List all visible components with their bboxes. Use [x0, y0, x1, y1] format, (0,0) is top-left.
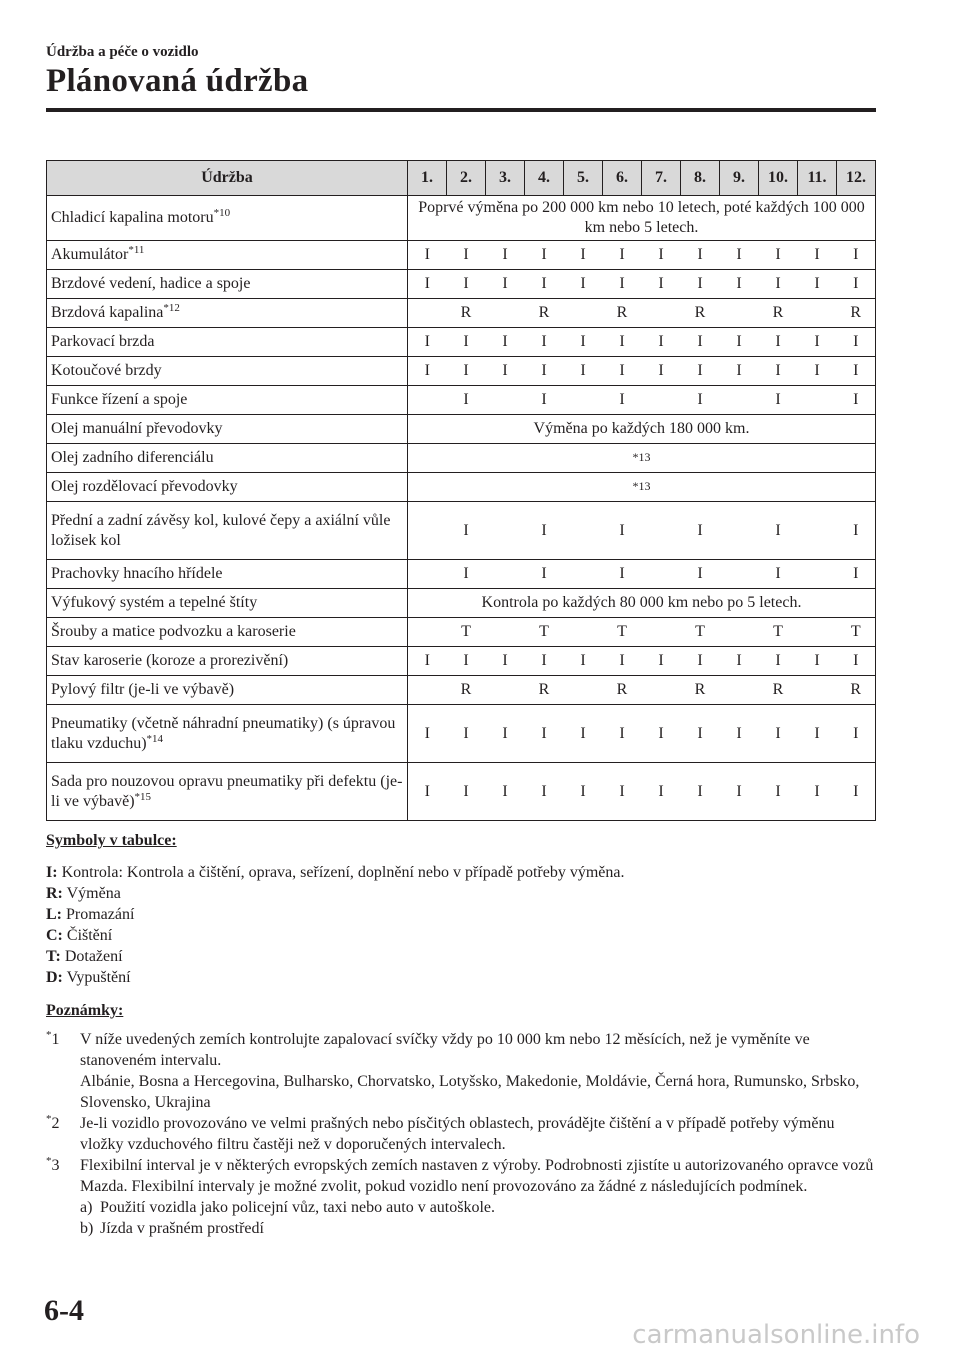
note-number: 2 [51, 1115, 60, 1132]
schedule-cell: I [486, 328, 525, 357]
symbol-item [46, 946, 881, 967]
schedule-cell: I [603, 647, 642, 676]
row-label-text: Výfukový systém a tepelné štíty [51, 594, 258, 611]
table-row [47, 299, 876, 328]
note-asterisk: * [46, 1113, 52, 1125]
row-label-text: Prachovky hnacího hřídele [51, 565, 223, 582]
schedule-cell [408, 299, 447, 328]
row-label-text: Chladicí kapalina motoru [51, 209, 214, 226]
schedule-cell: I [759, 705, 798, 763]
schedule-cell: I [837, 357, 876, 386]
schedule-cell [642, 618, 681, 647]
maintenance-table [46, 160, 876, 821]
schedule-cell: I [759, 763, 798, 821]
schedule-cell [486, 676, 525, 705]
row-label [47, 618, 408, 647]
schedule-cell: I [720, 357, 759, 386]
schedule-cell: I [681, 328, 720, 357]
header-interval: 10. [759, 161, 798, 196]
row-label-text: Brzdové vedení, hadice a spoje [51, 275, 251, 292]
schedule-cell: I [642, 705, 681, 763]
row-label [47, 328, 408, 357]
schedule-cell: I [525, 705, 564, 763]
title-divider [46, 108, 876, 112]
watermark: carmanualsonline.info [632, 1320, 920, 1350]
row-label-text: Kotoučové brzdy [51, 362, 162, 379]
schedule-cell: I [486, 270, 525, 299]
header-interval: 3. [486, 161, 525, 196]
table-row [47, 241, 876, 270]
header-interval: 2. [447, 161, 486, 196]
symbol-key: C: [46, 927, 63, 944]
header-interval: 7. [642, 161, 681, 196]
schedule-cell: R [603, 676, 642, 705]
schedule-cell: I [837, 705, 876, 763]
schedule-cell: I [759, 386, 798, 415]
schedule-cell: I [564, 647, 603, 676]
symbol-key: T: [46, 948, 61, 965]
schedule-cell: I [681, 270, 720, 299]
schedule-cell: I [681, 647, 720, 676]
schedule-cell: R [759, 299, 798, 328]
table-row [47, 270, 876, 299]
table-row [47, 647, 876, 676]
schedule-cell: I [564, 328, 603, 357]
schedule-cell [564, 618, 603, 647]
note-marker [46, 1155, 60, 1176]
header-interval: 9. [720, 161, 759, 196]
schedule-cell: I [564, 705, 603, 763]
schedule-cell: I [525, 502, 564, 560]
note-item [46, 1113, 881, 1155]
schedule-cell: I [525, 357, 564, 386]
schedule-cell: T [837, 618, 876, 647]
row-label [47, 386, 408, 415]
schedule-cell [798, 618, 837, 647]
row-label-text: Olej rozdělovací převodovky [51, 478, 238, 495]
table-row [47, 589, 876, 618]
note-item [46, 1155, 881, 1239]
schedule-cell [720, 299, 759, 328]
symbol-text: Promazání [62, 906, 135, 923]
schedule-cell: I [603, 502, 642, 560]
schedule-cell: I [564, 763, 603, 821]
row-label [47, 589, 408, 618]
schedule-cell: I [837, 270, 876, 299]
symbol-key: D: [46, 969, 63, 986]
schedule-cell: I [525, 270, 564, 299]
symbol-text: Čištění [62, 927, 113, 944]
schedule-cell [408, 386, 447, 415]
row-label-text: Funkce řízení a spoje [51, 391, 188, 408]
schedule-cell: I [681, 763, 720, 821]
row-label-text: Stav karoserie (koroze a prorezivění) [51, 652, 289, 669]
schedule-cell: I [603, 763, 642, 821]
note-subitem [80, 1218, 881, 1239]
schedule-cell: I [525, 560, 564, 589]
schedule-cell: I [603, 328, 642, 357]
row-label [47, 763, 408, 821]
notes-list [46, 1029, 881, 1239]
symbol-text: Kontrola: Kontrola a čištění, oprava, seřízení, doplnění nebo v případě potřeby výměna. [57, 864, 625, 881]
note-text: Flexibilní interval je v některých evropských zemích nastaven z výroby. Podrobnosti zjistíte u autorizovaného opravce vozů Mazda. Flexibilní intervaly je možné zvolit, pokud vozidlo není provozováno za žádné z následujících podmínek. [80, 1157, 874, 1195]
schedule-cell: I [603, 705, 642, 763]
note-text: Albánie, Bosna a Hercegovina, Bulharsko, Chorvatsko, Lotyšsko, Makedonie, Moldávie, Černá hora, Rumunsko, Srbsko, Slovensko, Ukrajina [80, 1073, 860, 1111]
schedule-cell [720, 618, 759, 647]
table-row [47, 560, 876, 589]
footnote-ref-cell: *13 [408, 473, 876, 502]
schedule-cell: I [486, 357, 525, 386]
schedule-cell [486, 502, 525, 560]
subitem-label: b) [80, 1220, 94, 1237]
schedule-cell: T [759, 618, 798, 647]
row-label-text: Šrouby a matice podvozku a karoserie [51, 623, 296, 640]
symbol-key: R: [46, 885, 63, 902]
schedule-cell: I [720, 647, 759, 676]
schedule-cell: I [525, 647, 564, 676]
schedule-cell: R [837, 299, 876, 328]
schedule-cell: I [447, 270, 486, 299]
schedule-cell: I [564, 357, 603, 386]
schedule-cell: I [798, 357, 837, 386]
symbol-item [46, 883, 881, 904]
schedule-cell: I [408, 357, 447, 386]
schedule-cell: I [642, 763, 681, 821]
note-item [46, 1029, 881, 1113]
schedule-cell: I [603, 560, 642, 589]
header-interval: 8. [681, 161, 720, 196]
table-row [47, 196, 876, 241]
symbol-key: L: [46, 906, 62, 923]
schedule-cell: T [525, 618, 564, 647]
table-row [47, 328, 876, 357]
schedule-cell: I [447, 560, 486, 589]
schedule-cell: I [408, 241, 447, 270]
symbols-list [46, 862, 881, 988]
header-interval: 11. [798, 161, 837, 196]
row-label [47, 705, 408, 763]
schedule-cell [564, 386, 603, 415]
schedule-cell [798, 299, 837, 328]
symbol-item [46, 904, 881, 925]
schedule-cell: I [837, 763, 876, 821]
schedule-cell: I [642, 270, 681, 299]
schedule-cell: R [603, 299, 642, 328]
schedule-cell: I [525, 328, 564, 357]
row-label-text: Parkovací brzda [51, 333, 155, 350]
note-number: 1 [51, 1031, 60, 1048]
row-label [47, 502, 408, 560]
schedule-cell: I [447, 705, 486, 763]
row-label [47, 647, 408, 676]
schedule-cell: I [486, 647, 525, 676]
row-label-text: Pylový filtr (je-li ve výbavě) [51, 681, 235, 698]
page-title: Plánovaná údržba [46, 63, 309, 99]
schedule-cell: R [447, 676, 486, 705]
note-text: V níže uvedených zemích kontrolujte zapalovací svíčky vždy po 10 000 km nebo 12 měsících, než je vyměníte ve stanoveném intervalu. [80, 1031, 810, 1069]
schedule-cell: I [408, 647, 447, 676]
schedule-cell: I [642, 328, 681, 357]
interval-note: Výměna po každých 180 000 km. [408, 415, 876, 444]
table-row [47, 763, 876, 821]
schedule-cell: I [837, 386, 876, 415]
table-row [47, 386, 876, 415]
schedule-cell: I [447, 241, 486, 270]
schedule-cell: I [681, 241, 720, 270]
schedule-cell: R [525, 676, 564, 705]
schedule-cell [798, 560, 837, 589]
schedule-cell: I [720, 763, 759, 821]
schedule-cell: I [486, 763, 525, 821]
symbol-item [46, 862, 881, 883]
schedule-cell: I [642, 241, 681, 270]
schedule-cell [564, 676, 603, 705]
schedule-cell: I [759, 241, 798, 270]
schedule-cell: I [681, 560, 720, 589]
row-label [47, 270, 408, 299]
schedule-cell: I [681, 357, 720, 386]
header-interval: 1. [408, 161, 447, 196]
footnote-ref: *12 [163, 302, 180, 314]
schedule-cell: I [798, 705, 837, 763]
subitem-text: Použití vozidla jako policejní vůz, taxi nebo auto v autoškole. [100, 1199, 496, 1216]
schedule-cell: I [759, 560, 798, 589]
schedule-cell: I [837, 560, 876, 589]
schedule-cell: I [798, 647, 837, 676]
schedule-cell: I [720, 328, 759, 357]
schedule-cell: R [681, 676, 720, 705]
row-label [47, 196, 408, 241]
schedule-cell: R [447, 299, 486, 328]
schedule-cell [408, 676, 447, 705]
schedule-cell: I [681, 386, 720, 415]
interval-note: Poprvé výměna po 200 000 km nebo 10 letech, poté každých 100 000 km nebo 5 letech. [408, 196, 876, 241]
header-interval: 6. [603, 161, 642, 196]
row-label [47, 241, 408, 270]
schedule-cell: I [837, 647, 876, 676]
row-label [47, 357, 408, 386]
page-number: 6-4 [44, 1294, 84, 1327]
schedule-cell: I [759, 270, 798, 299]
note-asterisk: * [46, 1155, 52, 1167]
schedule-cell [642, 502, 681, 560]
row-label-text: Sada pro nouzovou opravu pneumatiky při defektu (je-li ve výbavě) [51, 772, 403, 810]
symbol-key: I: [46, 864, 58, 881]
note-subitem [80, 1197, 881, 1218]
schedule-cell [408, 560, 447, 589]
schedule-cell: I [798, 763, 837, 821]
row-label-text: Olej manuální převodovky [51, 420, 223, 437]
schedule-cell [798, 502, 837, 560]
subitem-label: a) [80, 1199, 93, 1216]
schedule-cell [720, 386, 759, 415]
schedule-cell: I [408, 763, 447, 821]
footnote-ref-cell: *13 [408, 444, 876, 473]
row-label-text: Olej zadního diferenciálu [51, 449, 214, 466]
schedule-cell [642, 386, 681, 415]
table-row [47, 502, 876, 560]
table-header-row [47, 161, 876, 196]
schedule-cell: I [681, 705, 720, 763]
table-row [47, 676, 876, 705]
footnote-ref: *10 [213, 207, 231, 219]
header-interval: 12. [837, 161, 876, 196]
schedule-cell [486, 560, 525, 589]
schedule-cell: I [603, 357, 642, 386]
schedule-cell: T [447, 618, 486, 647]
schedule-cell: R [759, 676, 798, 705]
schedule-cell: I [642, 357, 681, 386]
row-label-text: Akumulátor [51, 246, 129, 263]
schedule-cell: I [525, 386, 564, 415]
table-row [47, 357, 876, 386]
symbol-item [46, 925, 881, 946]
schedule-cell: R [681, 299, 720, 328]
note-number: 3 [51, 1157, 60, 1174]
schedule-cell: I [447, 357, 486, 386]
schedule-cell: I [837, 241, 876, 270]
header-maintenance: Údržba [47, 161, 408, 196]
schedule-cell: I [447, 328, 486, 357]
note-marker [46, 1029, 60, 1050]
schedule-cell [642, 560, 681, 589]
notes-heading: Poznámky: [46, 1002, 124, 1019]
schedule-cell: I [759, 328, 798, 357]
schedule-cell [642, 299, 681, 328]
schedule-cell: I [759, 502, 798, 560]
schedule-cell: I [798, 270, 837, 299]
schedule-cell [408, 618, 447, 647]
schedule-cell [798, 676, 837, 705]
schedule-cell [486, 386, 525, 415]
schedule-cell: I [525, 241, 564, 270]
schedule-cell [564, 299, 603, 328]
table-row [47, 705, 876, 763]
footnote-ref: *14 [146, 732, 164, 745]
schedule-cell: I [837, 328, 876, 357]
symbol-text: Vypuštění [62, 969, 131, 986]
schedule-cell: I [642, 647, 681, 676]
symbol-text: Výměna [62, 885, 121, 902]
schedule-cell: I [798, 241, 837, 270]
section-label: Údržba a péče o vozidlo [46, 44, 199, 60]
schedule-cell [486, 618, 525, 647]
schedule-cell [720, 676, 759, 705]
schedule-cell [408, 502, 447, 560]
schedule-cell: I [759, 647, 798, 676]
footnote-ref: *15 [134, 790, 152, 803]
schedule-cell: I [564, 270, 603, 299]
symbols-heading: Symboly v tabulce: [46, 832, 177, 849]
schedule-cell: I [603, 241, 642, 270]
schedule-cell: I [525, 763, 564, 821]
schedule-cell: R [837, 676, 876, 705]
schedule-cell: R [525, 299, 564, 328]
schedule-cell: I [720, 241, 759, 270]
table-row [47, 473, 876, 502]
schedule-cell: I [447, 502, 486, 560]
schedule-cell [720, 560, 759, 589]
schedule-cell: I [408, 270, 447, 299]
schedule-cell: I [681, 502, 720, 560]
schedule-cell: I [447, 647, 486, 676]
row-label [47, 676, 408, 705]
header-interval: 5. [564, 161, 603, 196]
row-label [47, 444, 408, 473]
symbol-item [46, 967, 881, 988]
schedule-cell: I [603, 386, 642, 415]
schedule-cell: T [681, 618, 720, 647]
row-label [47, 473, 408, 502]
header-interval: 4. [525, 161, 564, 196]
schedule-cell [720, 502, 759, 560]
note-text: Je-li vozidlo provozováno ve velmi prašných nebo písčitých oblastech, provádějte čištění a v případě potřeby výměnu vložky vzduchového filtru častěji než v doporučených intervalech. [80, 1115, 835, 1153]
footnote-ref: *11 [128, 244, 145, 256]
row-label-text: Brzdová kapalina [51, 304, 164, 321]
row-label [47, 415, 408, 444]
schedule-cell: I [603, 270, 642, 299]
schedule-cell: I [720, 270, 759, 299]
subitem-text: Jízda v prašném prostředí [100, 1220, 264, 1237]
schedule-cell [486, 299, 525, 328]
table-row [47, 415, 876, 444]
symbol-text: Dotažení [60, 948, 123, 965]
table-row [47, 444, 876, 473]
schedule-cell: I [798, 328, 837, 357]
schedule-cell: I [486, 241, 525, 270]
row-label [47, 299, 408, 328]
schedule-cell: I [447, 386, 486, 415]
schedule-cell: I [408, 705, 447, 763]
table-row [47, 618, 876, 647]
note-marker [46, 1113, 60, 1134]
schedule-cell: I [486, 705, 525, 763]
schedule-cell: I [759, 357, 798, 386]
schedule-cell: I [720, 705, 759, 763]
schedule-cell [564, 560, 603, 589]
row-label [47, 560, 408, 589]
note-asterisk: * [46, 1029, 52, 1041]
row-label-text: Přední a zadní závěsy kol, kulové čepy a axiální vůle ložisek kol [51, 511, 391, 549]
row-label-text: Pneumatiky (včetně náhradní pneumatiky) (s úpravou tlaku vzduchu) [51, 714, 396, 752]
schedule-cell: T [603, 618, 642, 647]
schedule-cell [798, 386, 837, 415]
schedule-cell: I [447, 763, 486, 821]
interval-note: Kontrola po každých 80 000 km nebo po 5 letech. [408, 589, 876, 618]
schedule-cell [564, 502, 603, 560]
schedule-cell: I [408, 328, 447, 357]
legend-section [46, 830, 881, 1239]
schedule-cell: I [837, 502, 876, 560]
schedule-cell [642, 676, 681, 705]
schedule-cell: I [564, 241, 603, 270]
